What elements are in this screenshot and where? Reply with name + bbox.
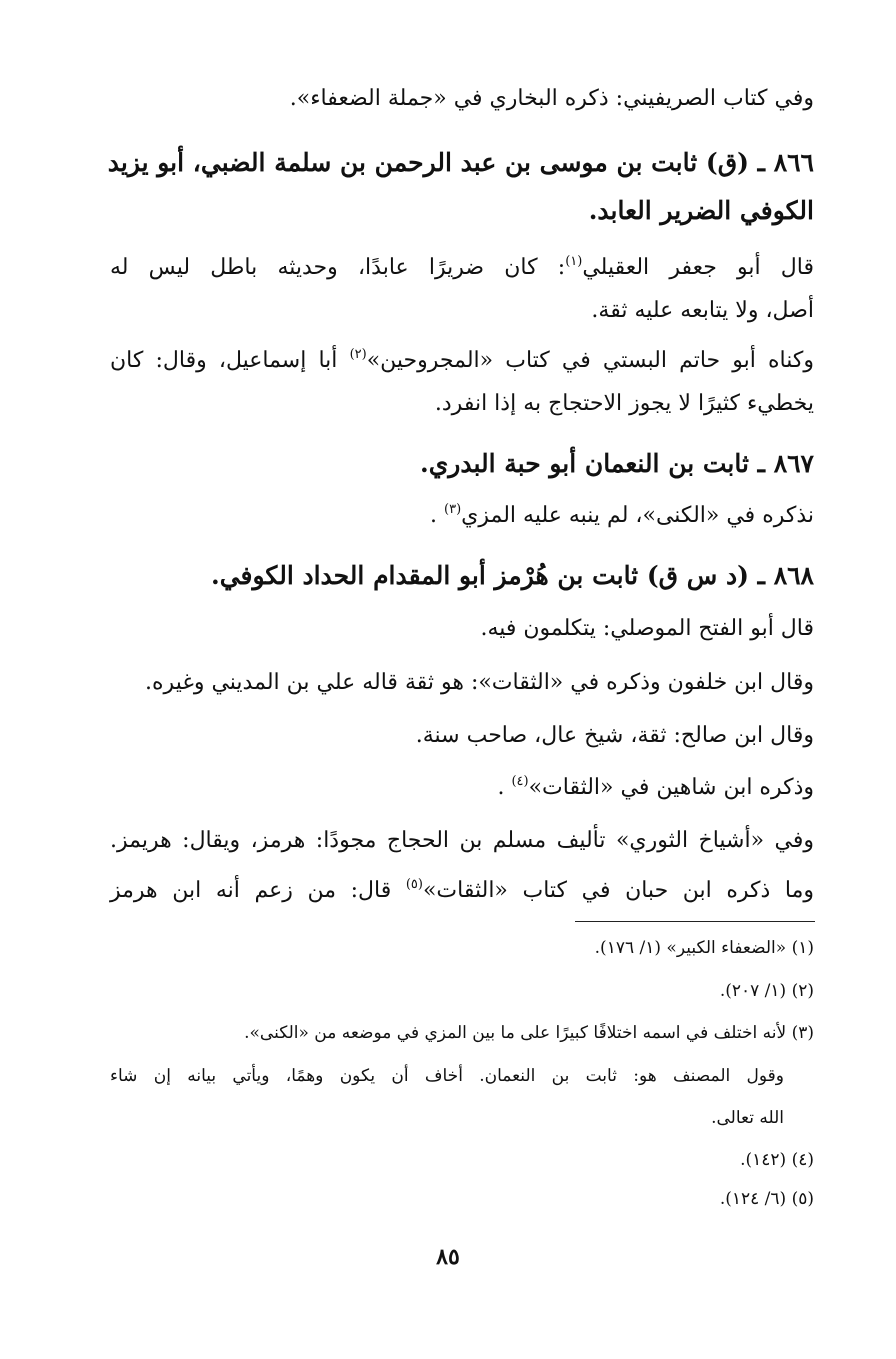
text-segment: أبا إسماعيل، وقال: كان — [110, 348, 350, 373]
footnote-ref: (٤) — [511, 774, 529, 789]
text-line — [110, 877, 814, 903]
entry-heading-866: ٨٦٦ ـ (ق) ثابت بن موسى بن عبد الرحمن بن سلمة الضبي، أبو يزيد — [107, 148, 814, 177]
text-segment: : كان ضريرًا عابدًا، وحديثه باطل ليس له — [110, 255, 566, 280]
text-line — [110, 254, 814, 280]
footnote-4: (٤) (١٤٢). — [740, 1150, 814, 1170]
text-line: وفي كتاب الصريفيني: ذكره البخاري في «جملة الضعفاء». — [289, 86, 814, 111]
text-segment: وما ذكره ابن حبان في كتاب «الثقات» — [422, 878, 814, 903]
text-segment: . — [430, 503, 444, 528]
footnote-ref: (٣) — [444, 502, 462, 517]
text-segment: قال: من زعم أنه ابن هرمز — [110, 878, 406, 903]
text-line: وفي «أشياخ الثوري» تأليف مسلم بن الحجاج مجودًا: هرمز، ويقال: هريمز. — [110, 828, 814, 853]
entry-heading-866-cont: الكوفي الضرير العابد. — [588, 196, 814, 225]
text-segment: وذكره ابن شاهين في «الثقات» — [528, 775, 814, 800]
entry-heading-867: ٨٦٧ ـ ثابت بن النعمان أبو حبة البدري. — [419, 449, 814, 478]
text-line — [497, 774, 814, 800]
text-line: يخطيء كثيرًا لا يجوز الاحتجاج به إذا انفرد. — [434, 391, 814, 416]
text-line: أصل، ولا يتابعه عليه ثقة. — [591, 298, 814, 323]
text-line: وقال ابن صالح: ثقة، شيخ عال، صاحب سنة. — [415, 723, 814, 748]
page-number: ٨٥ — [436, 1244, 460, 1270]
footnote-1: (١) «الضعفاء الكبير» (١/ ١٧٦). — [594, 938, 814, 958]
text-line: قال أبو الفتح الموصلي: يتكلمون فيه. — [480, 616, 814, 641]
footnote-3-cont: الله تعالى. — [711, 1108, 784, 1128]
entry-heading-868: ٨٦٨ ـ (د س ق) ثابت بن هُرْمز أبو المقدام الحداد الكوفي. — [210, 561, 814, 590]
footnote-2: (٢) (١/ ٢٠٧). — [719, 981, 814, 1001]
footnote-3: (٣) لأنه اختلف في اسمه اختلافًا كبيرًا على ما بين المزي في موضعه من «الكنى». — [244, 1023, 814, 1043]
footnote-3-cont: وقول المصنف هو: ثابت بن النعمان. أخاف أن يكون وهمًا، ويأتي بيانه إن شاء — [110, 1066, 784, 1086]
text-segment: نذكره في «الكنى»، لم ينبه عليه المزي — [461, 503, 814, 528]
text-line: وقال ابن خلفون وذكره في «الثقات»: هو ثقة قاله علي بن المديني وغيره. — [145, 670, 814, 695]
footnote-5: (٥) (٦/ ١٢٤). — [719, 1189, 814, 1209]
text-line — [110, 347, 814, 373]
text-segment: قال أبو جعفر العقيلي — [582, 255, 814, 280]
text-segment: وكناه أبو حاتم البستي في كتاب «المجروحين» — [366, 348, 814, 373]
footnote-divider — [575, 921, 815, 922]
footnote-ref: (١) — [565, 254, 583, 269]
text-segment: . — [497, 775, 512, 800]
text-line — [430, 502, 814, 528]
footnote-ref: (٥) — [405, 877, 423, 892]
footnote-ref: (٢) — [349, 347, 367, 362]
